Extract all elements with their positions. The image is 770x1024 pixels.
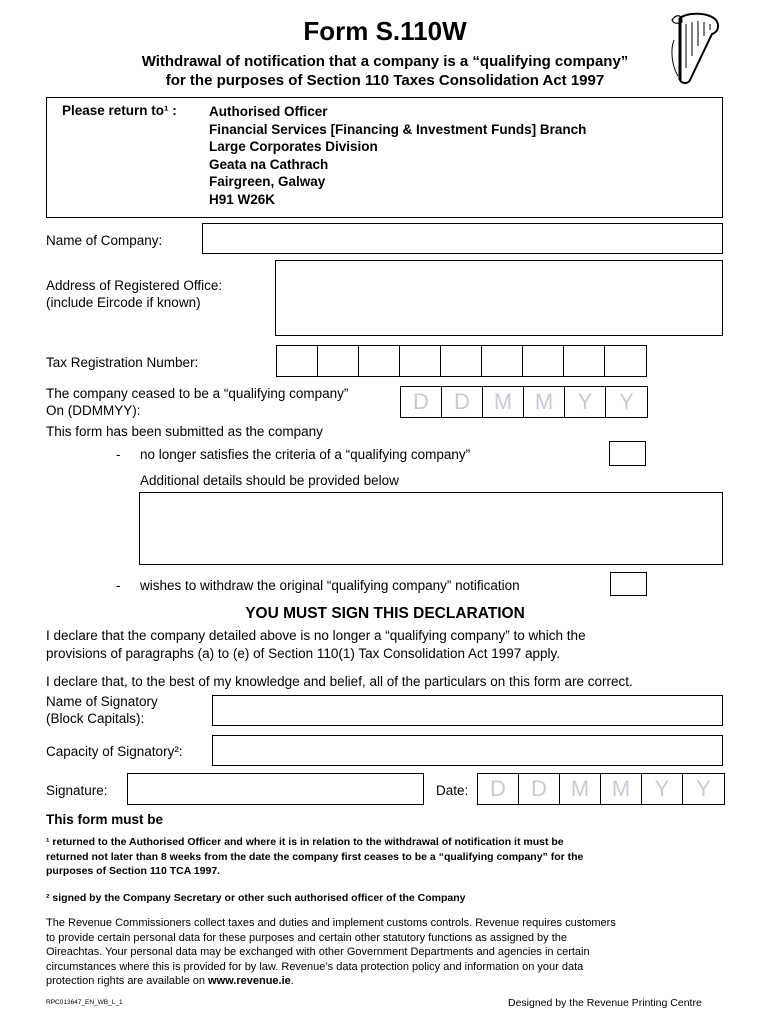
option-no-longer-qualifies-checkbox[interactable] xyxy=(609,441,646,466)
option-withdraw-checkbox[interactable] xyxy=(610,572,647,596)
note-1 xyxy=(46,835,583,879)
return-address-line: Large Corporates Division xyxy=(209,139,378,154)
return-address-line: H91 W26K xyxy=(209,191,276,207)
signature-date-input[interactable] xyxy=(477,773,725,805)
privacy-line xyxy=(46,974,726,989)
declaration-line: I declare that the company detailed above is no longer a “qualifying company” to which the xyxy=(46,628,586,643)
subtitle-line-1: Withdrawal of notification that a company is a “qualifying company” xyxy=(141,53,629,70)
tax-reg-cell[interactable] xyxy=(359,346,400,376)
signatory-name-input[interactable] xyxy=(212,695,723,726)
privacy-line-text: protection rights are available on xyxy=(46,975,209,987)
signatory-capacity-label: Capacity of Signatory²: xyxy=(46,744,183,759)
tax-reg-cell[interactable] xyxy=(277,346,318,376)
note-line: returned not later than 8 weeks from the date the company first ceases to be a “qualifying company” for the xyxy=(46,850,584,863)
privacy-line: to provide certain personal data for these purposes and certain other statutory functions as assigned by the xyxy=(46,931,567,944)
signature-input[interactable] xyxy=(127,773,424,805)
signatory-name-line-1: Name of Signatory xyxy=(46,694,158,709)
date-cell-year[interactable]: Y xyxy=(619,389,634,414)
date-cell-month[interactable]: M xyxy=(601,774,642,804)
tax-reg-cell[interactable] xyxy=(441,346,482,376)
note-2: ² signed by the Company Secretary or other such authorised officer of the Company xyxy=(46,892,466,904)
company-name-label: Name of Company: xyxy=(46,233,163,248)
revenue-website-link[interactable]: www.revenue.ie xyxy=(208,975,291,987)
option-dash: - xyxy=(116,447,121,462)
option-dash: - xyxy=(116,578,121,593)
ceased-label-line-2: On (DDMMYY): xyxy=(46,403,141,418)
signatory-capacity-input[interactable] xyxy=(212,735,723,766)
declaration-line: provisions of paragraphs (a) to (e) of Section 110(1) Tax Consolidation Act 1997 apply. xyxy=(46,645,561,661)
date-cell-month[interactable]: M xyxy=(560,774,601,804)
declaration-heading: YOU MUST SIGN THIS DECLARATION xyxy=(245,605,525,622)
address-input[interactable] xyxy=(275,260,723,336)
date-cell-day[interactable]: D xyxy=(401,387,442,417)
privacy-notice xyxy=(46,916,726,989)
privacy-line: circumstances where this is provided for by law. Revenue’s data protection policy and information on your data xyxy=(46,960,584,973)
form-code: RPC013647_EN_WB_L_1 xyxy=(46,999,123,1006)
tax-reg-cell[interactable] xyxy=(482,346,523,376)
tax-reg-cell[interactable] xyxy=(523,346,564,376)
ceased-date-label xyxy=(46,385,348,419)
address-label xyxy=(46,277,222,311)
date-cell-month[interactable]: M xyxy=(483,387,524,417)
date-cell-day[interactable]: D xyxy=(478,774,519,804)
date-label: Date: xyxy=(436,783,469,798)
signatory-name-label xyxy=(46,693,158,727)
declaration-paragraph-1 xyxy=(46,627,586,662)
designed-by: Designed by the Revenue Printing Centre xyxy=(508,997,702,1009)
return-address-line: Authorised Officer xyxy=(209,104,328,119)
address-label-line-2: (include Eircode if known) xyxy=(46,295,201,310)
form-title: Form S.110W xyxy=(303,16,467,46)
return-to-label: Please return to¹ : xyxy=(62,103,177,118)
return-address xyxy=(209,103,586,208)
tax-reg-cell[interactable] xyxy=(564,346,605,376)
signatory-name-line-2: (Block Capitals): xyxy=(46,711,145,726)
subtitle-line-2: for the purposes of Section 110 Taxes Consolidation Act 1997 xyxy=(165,72,605,89)
declaration-paragraph-2: I declare that, to the best of my knowledge and belief, all of the particulars on this form are correct. xyxy=(46,674,633,689)
return-address-line: Fairgreen, Galway xyxy=(209,174,326,189)
date-cell-year[interactable]: Y xyxy=(642,774,683,804)
date-cell-day[interactable]: D xyxy=(519,774,560,804)
date-cell-month[interactable]: M xyxy=(524,387,565,417)
date-cell-year[interactable]: Y xyxy=(565,387,606,417)
note-line: ¹ returned to the Authorised Officer and where it is in relation to the withdrawal of notification it must be xyxy=(46,836,564,848)
address-label-line-1: Address of Registered Office: xyxy=(46,278,223,293)
company-name-input[interactable] xyxy=(202,223,723,254)
additional-details-input[interactable] xyxy=(139,492,723,565)
signature-label: Signature: xyxy=(46,783,108,798)
option-withdraw-label: wishes to withdraw the original “qualifying company” notification xyxy=(140,578,520,593)
ceased-label-line-1: The company ceased to be a “qualifying company” xyxy=(46,386,349,401)
privacy-line: Oireachtas. Your personal data may be exchanged with other Government Departments and agencies in certain xyxy=(46,946,590,958)
notes-heading: This form must be xyxy=(46,812,164,827)
date-cell-year[interactable]: Y xyxy=(696,776,711,801)
submission-intro: This form has been submitted as the company xyxy=(46,424,323,439)
tax-reg-cell[interactable] xyxy=(605,346,646,376)
option-no-longer-qualifies-label: no longer satisfies the criteria of a “qualifying company” xyxy=(140,447,471,462)
form-subtitle xyxy=(0,52,770,90)
privacy-line-end: . xyxy=(290,975,294,987)
note-line: purposes of Section 110 TCA 1997. xyxy=(46,865,221,877)
return-address-line: Financial Services [Financing & Investment Funds] Branch xyxy=(209,121,587,137)
additional-details-label: Additional details should be provided below xyxy=(140,473,399,488)
date-cell-day[interactable]: D xyxy=(442,387,483,417)
tax-registration-label: Tax Registration Number: xyxy=(46,355,199,370)
ceased-date-input[interactable] xyxy=(400,386,648,418)
tax-registration-input[interactable] xyxy=(276,345,647,377)
tax-reg-cell[interactable] xyxy=(400,346,441,376)
return-address-line: Geata na Cathrach xyxy=(209,156,329,172)
tax-reg-cell[interactable] xyxy=(318,346,359,376)
harp-icon xyxy=(668,10,722,88)
privacy-line: The Revenue Commissioners collect taxes and duties and implement customs controls. Revenue requires customers xyxy=(46,917,616,929)
